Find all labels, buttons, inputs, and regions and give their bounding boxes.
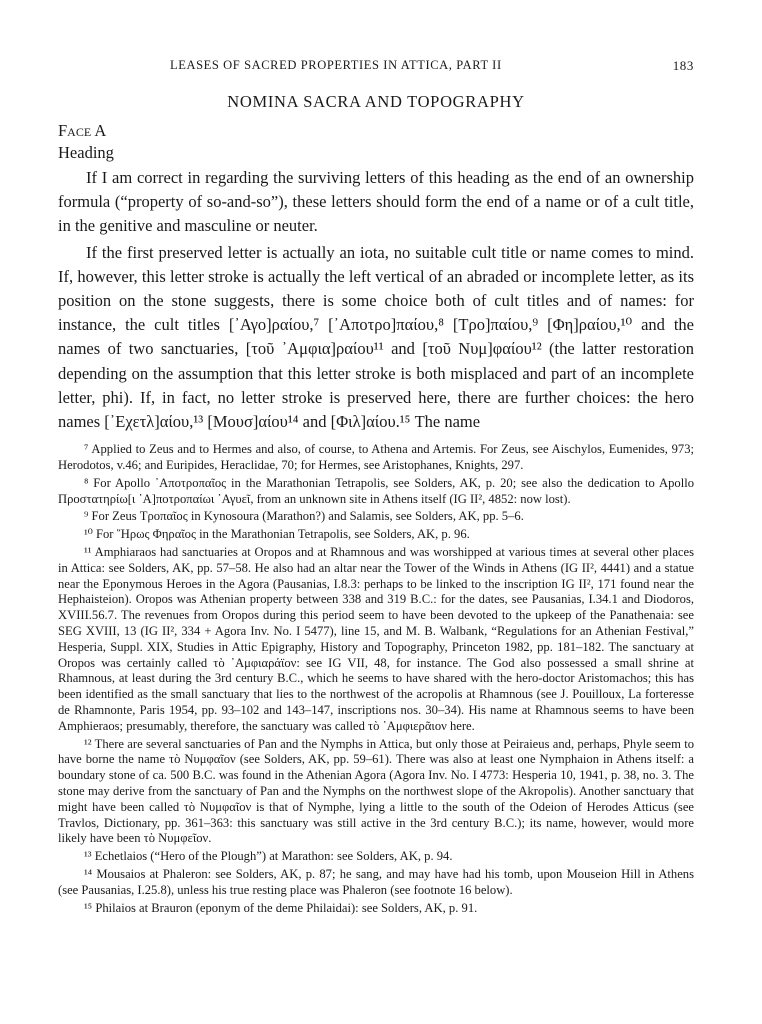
footnote-8: ⁸ For Apollo ᾿Αποτροπαῖος in the Marathonian Tetrapolis, see Solders, AK, p. 20; see also the dedication to Apollo Προστατηρίω[ι ᾿Α]ποτροπαίωι ᾿Αγυεῖ, from an unknown site in Athens itself (IG II², 4852: now lost). (58, 475, 694, 506)
face-label (58, 120, 694, 142)
footnote-11: ¹¹ Amphiaraos had sanctuaries at Oropos and at Rhamnous and was worshipped at various times at several other places in Attica: see Solders, AK, pp. 57–58. He also had an altar near the Tower of the Winds in Athens (IG II², 4441) and a statue near the Eponymous Heroes in the Agora (Pausanias, I.8.3: perhaps to be linked to the inscription IG II², 171 found near the Hephaisteion). Oropos was Athenian property between 338 and 319 B.C.: for the dates, see Pausanias, I.34.1 and Diodoros, XVIII.56.7. The revenues from Oropos during this period seem to have been devoted to the upkeep of the Panathenaia: see SEG XVIII, 13 (IG II², 334 + Agora Inv. No. I 5477), line 15, and M. B. Walbank, “Regulations for an Athenian Festival,” Hesperia, Suppl. XIX, Studies in Attic Epigraphy, History and Topography, Princeton 1982, pp. 181–182. The sanctuary at Oropos was certainly called τὸ ᾿Αμφιαράϊον: see IG VII, 48, for instance. The God also possessed a small shrine at Rhamnous, at least during the 3rd century B.C., which he seems to have shared with the hero-doctor Aristomachos; this has been identified as the small sanctuary that lies to the northwest of the acropolis at Rhamnous (see J. Pouilloux, La forteresse de Rhamnonte, Paris 1954, pp. 93–102 and 143–147, inscriptions nos. 30–34). His name at Rhamnous seems to have been Amphieraos; presumably, therefore, the sanctuary was called τὸ ᾿Αμφιερᾶιον here. (58, 545, 694, 733)
body-text (58, 166, 694, 434)
footnote-12: ¹² There are several sanctuaries of Pan and the Nymphs in Attica, but only those at Peiraieus and, perhaps, Phyle seem to have borne the name τὸ Νυμφαῖον (see Solders, AK, pp. 59–61). There was also at least one Nymphaion in Athens itself: a boundary stone of ca. 500 B.C. was found in the Athenian Agora (Agora Inv. No. I 4773: Hesperia 10, 1941, p. 38, no. 3. The stone may derive from the sanctuary of Pan and the Nymphs on the northwest slope of the Akropolis). Another sanctuary that might have been called τὸ Νυμφαῖον is that of Nymphe, lying a little to the south of the Odeion of Herodes Atticus (see Travlos, Dictionary, pp. 361–363: this sanctuary was still active in the 3rd century B.C.); its name, however, would more likely have been τὸ Νυμφεῖον. (58, 736, 694, 846)
running-head (58, 58, 694, 80)
footnote-7: ⁷ Applied to Zeus and to Hermes and also, of course, to Athena and Artemis. For Zeus, see Aischylos, Eumenides, 973; Herodotos, v.46; and Euripides, Heraclidae, 70; for Hermes, see Aristophanes, Knights, 297. (58, 442, 694, 473)
footnotes (58, 442, 694, 916)
footnote-14: ¹⁴ Mousaios at Phaleron: see Solders, AK, p. 87; he sang, and may have had his tomb, upon Mouseion Hill in Athens (see Pausanias, I.25.8), unless his true resting place was Phaleron (see footnote 16 below). (58, 866, 694, 897)
page (58, 58, 694, 918)
heading-label: Heading (58, 143, 114, 162)
paragraph: If I am correct in regarding the surviving letters of this heading as the end of an ownership formula (“property of so-and-so”), these letters should form the end of a name or of a cult title, in the genitive and masculine or neuter. (58, 168, 694, 236)
footnote-13: ¹³ Echetlaios (“Hero of the Plough”) at Marathon: see Solders, AK, p. 94. (84, 849, 453, 864)
paragraph: If the first preserved letter is actually an iota, no suitable cult title or name comes to mind. If, however, this letter stroke is actually the left vertical of an abraded or incomplete letter, as its position on the stone suggests, there is some choice both of cult titles and of names: for instance, the cult titles [᾿Αγο]ραίου,⁷ [᾿Αποτρο]παίου,⁸ [Τρο]παίου,⁹ [Φη]ραίου,¹⁰ and the names of two sanctuaries, [τοῦ ᾿Αμφια]ραίου¹¹ and [τοῦ Νυμ]φαίου¹² (the latter restoration depending on the assumption that this letter stroke is both misplaced and part of an incomplete letter, phi). If, in fact, no letter stroke is preserved here, there are further choices: the hero names [᾿Εχετλ]αίου,¹³ [Μουσ]αίου¹⁴ and [Φιλ]αίου.¹⁵ The name (58, 242, 694, 432)
footnote-10: ¹⁰ For ῞Ηρως Φηραῖος in the Marathonian Tetrapolis, see Solders, AK, p. 96. (84, 527, 470, 542)
page-number: 183 (672, 58, 694, 73)
section-title: NOMINA SACRA AND TOPOGRAPHY (227, 92, 525, 111)
footnote-15: ¹⁵ Philaios at Brauron (eponym of the deme Philaidai): see Solders, AK, p. 91. (84, 900, 478, 915)
footnote-9: ⁹ For Zeus Τροπαῖος in Kynosoura (Marathon?) and Salamis, see Solders, AK, pp. 5–6. (84, 509, 524, 524)
face-label-text: Face A (58, 121, 107, 140)
running-title: LEASES OF SACRED PROPERTIES IN ATTICA, PART II (170, 58, 502, 72)
